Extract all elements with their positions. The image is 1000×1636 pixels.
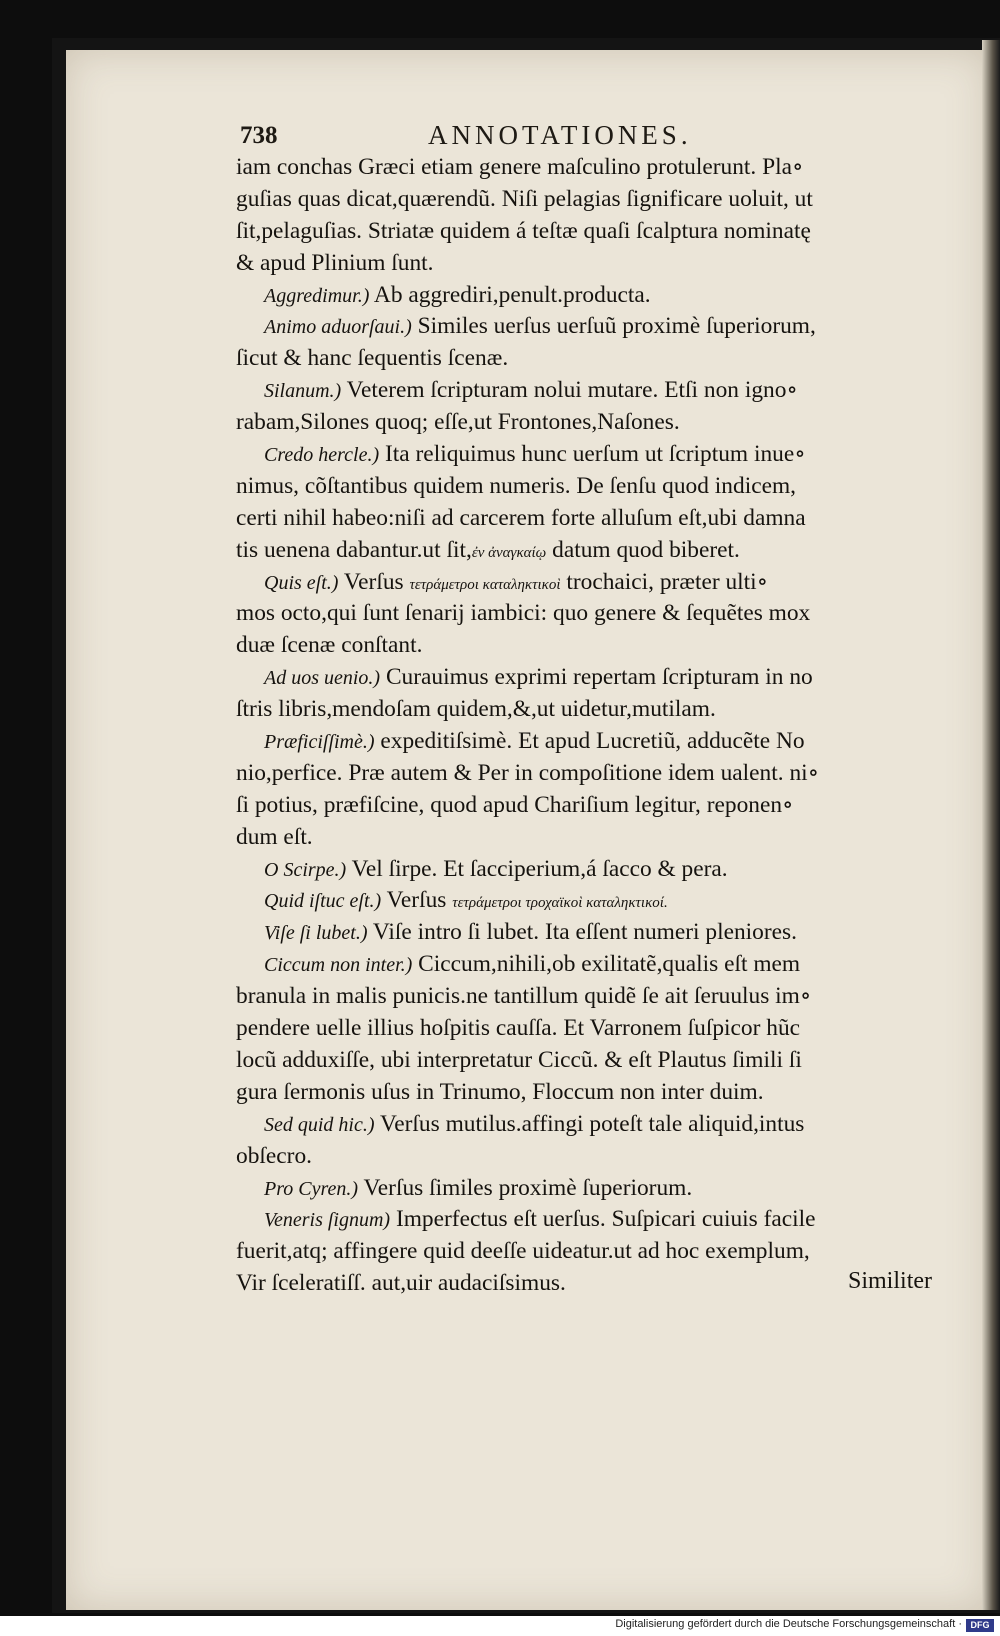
- line-text: Vir ſceleratiſſ. aut,uir audaciſsimus.: [236, 1270, 566, 1297]
- line-text: branula in malis punicis.ne tantillum quidẽ ſe ait ſeruulus im∘: [236, 983, 812, 1010]
- line-text: dum eſt.: [236, 823, 313, 850]
- line-text: Imperfectus eſt uerſus. Suſpicari cuiuis facile: [390, 1206, 816, 1233]
- line-text: ſi potius, præfiſcine, quod apud Chariſium legitur, reponen∘: [236, 791, 794, 818]
- text-line: [236, 662, 951, 694]
- line-text: obſecro.: [236, 1142, 312, 1169]
- line-text: guſias quas dicat,quærendũ. Niſi pelagias ſignificare uoluit, ut: [236, 185, 813, 212]
- text-line: [236, 535, 951, 567]
- text-line: [236, 1236, 951, 1268]
- text-line: [236, 1013, 951, 1045]
- text-line: [236, 598, 951, 630]
- line-text: Ab aggrediri,penult.producta.: [369, 281, 651, 308]
- line-text: Curauimus exprimi repertam ſcripturam in no: [380, 664, 813, 691]
- lemma: Quis eſt.): [264, 571, 339, 594]
- text-line: [236, 471, 951, 503]
- line-text: Similes uerſus uerſuũ proximè ſuperiorum,: [411, 313, 816, 340]
- lemma: Silanum.): [264, 380, 342, 403]
- line-text: nio,perfice. Præ autem & Per in compoſitione idem ualent. ni∘: [236, 759, 820, 786]
- line-text: Veterem ſcripturam nolui mutare. Etſi non igno∘: [341, 377, 798, 404]
- lemma: Veneris ſignum): [264, 1209, 391, 1232]
- lemma: Præficiſſimè.): [264, 731, 375, 754]
- footer-credit: Digitalisierung gefördert durch die Deutsche Forschungsgemeinschaft ·: [615, 1618, 962, 1630]
- greek-text: τετράμετροι τροχαϊκοὶ καταληκτικοί.: [452, 895, 668, 912]
- text-line: [236, 885, 951, 917]
- dfg-logo-icon: DFG: [966, 1619, 994, 1632]
- line-text: Ciccum,nihili,ob exilitatẽ,qualis eſt mem: [412, 951, 801, 978]
- lemma: O Scirpe.): [264, 858, 347, 881]
- line-text: iam conchas Græci etiam genere maſculino protulerunt. Pla∘: [236, 154, 804, 180]
- line-text: ſicut & hanc ſequentis ſcenæ.: [236, 345, 509, 372]
- line-text: rabam,Silones quoq; eſſe,ut Frontones,Naſones.: [236, 409, 680, 436]
- line-text-after: trochaici, præter ulti∘: [560, 568, 769, 595]
- text-line: [236, 917, 951, 949]
- line-text: Verſus ſimiles proximè ſuperiorum.: [358, 1174, 693, 1201]
- text-line: [236, 280, 951, 312]
- line-text: nimus, cõſtantibus quidem numeris. De ſenſu quod indicem,: [236, 472, 796, 499]
- text-line: [236, 822, 951, 854]
- lemma: Ad uos uenio.): [264, 667, 381, 690]
- text-line: [236, 949, 951, 981]
- text-line: [236, 503, 951, 535]
- page-number: 738: [240, 122, 278, 149]
- line-text: gura ſermonis uſus in Trinumo, Floccum non inter duim.: [236, 1078, 764, 1105]
- text-line: [236, 1077, 951, 1109]
- text-line: [236, 758, 951, 790]
- line-text: tis uenena dabantur.ut ſit,: [236, 536, 472, 563]
- line-text: Vel ſirpe. Et ſacciperium,á ſacco & pera.: [346, 855, 728, 882]
- text-line: [236, 1173, 951, 1205]
- line-text: Verſus: [338, 568, 410, 595]
- lemma: Ciccum non inter.): [264, 954, 413, 977]
- page-edge: [982, 40, 1000, 1610]
- line-text: fuerit,atq; affingere quid deeſſe uideatur.ut ad hoc exemplum,: [236, 1238, 810, 1265]
- line-text: Verſus: [381, 887, 453, 914]
- line-text: ſit,pelaguſias. Striatæ quidem á teſtæ quaſi ſcalptura nominatę: [236, 217, 811, 244]
- lemma: Pro Cyren.): [264, 1177, 359, 1200]
- line-text: locũ adduxiſſe, ubi interpretatur Ciccũ. & eſt Plautus ſimili ſi: [236, 1046, 802, 1073]
- catchword: Similiter: [848, 1268, 932, 1294]
- greek-text: ἐν ἀναγκαίῳ: [471, 544, 547, 561]
- text-line: [236, 1045, 951, 1077]
- text-line: [236, 311, 951, 343]
- text-line: [236, 854, 951, 886]
- text-line: [236, 1204, 951, 1236]
- line-text: Viſe intro ſi lubet. Ita eſſent numeri pleniores.: [367, 919, 797, 946]
- text-line: [236, 790, 951, 822]
- line-text: ſtris libris,mendoſam quidem,&,ut uidetur,mutilam.: [236, 696, 716, 723]
- lemma: Animo aduorſaui.): [264, 316, 412, 339]
- text-line: [236, 216, 951, 248]
- text-line: [236, 407, 951, 439]
- text-line: [236, 567, 951, 599]
- text-line: [236, 184, 951, 216]
- text-line: [236, 375, 951, 407]
- line-text: certi nihil habeo:niſi ad carcerem forte alluſum eſt,ubi damna: [236, 504, 806, 531]
- line-text: pendere uelle illius hoſpitis cauſſa. Et Varronem ſuſpicor hũc: [236, 1015, 801, 1042]
- text-line: [236, 726, 951, 758]
- lemma: Sed quid hic.): [264, 1113, 375, 1136]
- page-header: [240, 118, 740, 152]
- text-line: [236, 343, 951, 375]
- line-text: Verſus mutilus.affingi poteſt tale aliquid,intus: [374, 1110, 805, 1137]
- text-line: [236, 694, 951, 726]
- lemma: Aggredimur.): [264, 284, 370, 307]
- lemma: Credo hercle.): [264, 444, 380, 467]
- text-line: [236, 152, 951, 184]
- text-line: [236, 981, 951, 1013]
- lemma: Quid iſtuc eſt.): [264, 890, 382, 913]
- lemma: Viſe ſi lubet.): [264, 922, 368, 945]
- running-head: ANNOTATIONES.: [428, 120, 692, 150]
- text-line: [236, 1109, 951, 1141]
- annotation-text: [236, 152, 951, 1300]
- line-text-after: datum quod biberet.: [546, 536, 740, 563]
- text-line: [236, 630, 951, 662]
- line-text: duæ ſcenæ conſtant.: [236, 632, 423, 659]
- text-line: [236, 1141, 951, 1173]
- text-line: [236, 1268, 951, 1300]
- text-line: [236, 439, 951, 471]
- digitization-footer: [0, 1616, 1000, 1636]
- greek-text: τετράμετροι καταληκτικοὶ: [409, 576, 561, 593]
- line-text: Ita reliquimus hunc uerſum ut ſcriptum inue∘: [379, 441, 806, 468]
- line-text: mos octo,qui ſunt ſenarij iambici: quo genere & ſequẽtes mox: [236, 600, 811, 627]
- line-text: & apud Plinium ſunt.: [236, 249, 434, 276]
- text-line: [236, 248, 951, 280]
- line-text: expeditiſsimè. Et apud Lucretiũ, adducẽte No: [374, 728, 805, 755]
